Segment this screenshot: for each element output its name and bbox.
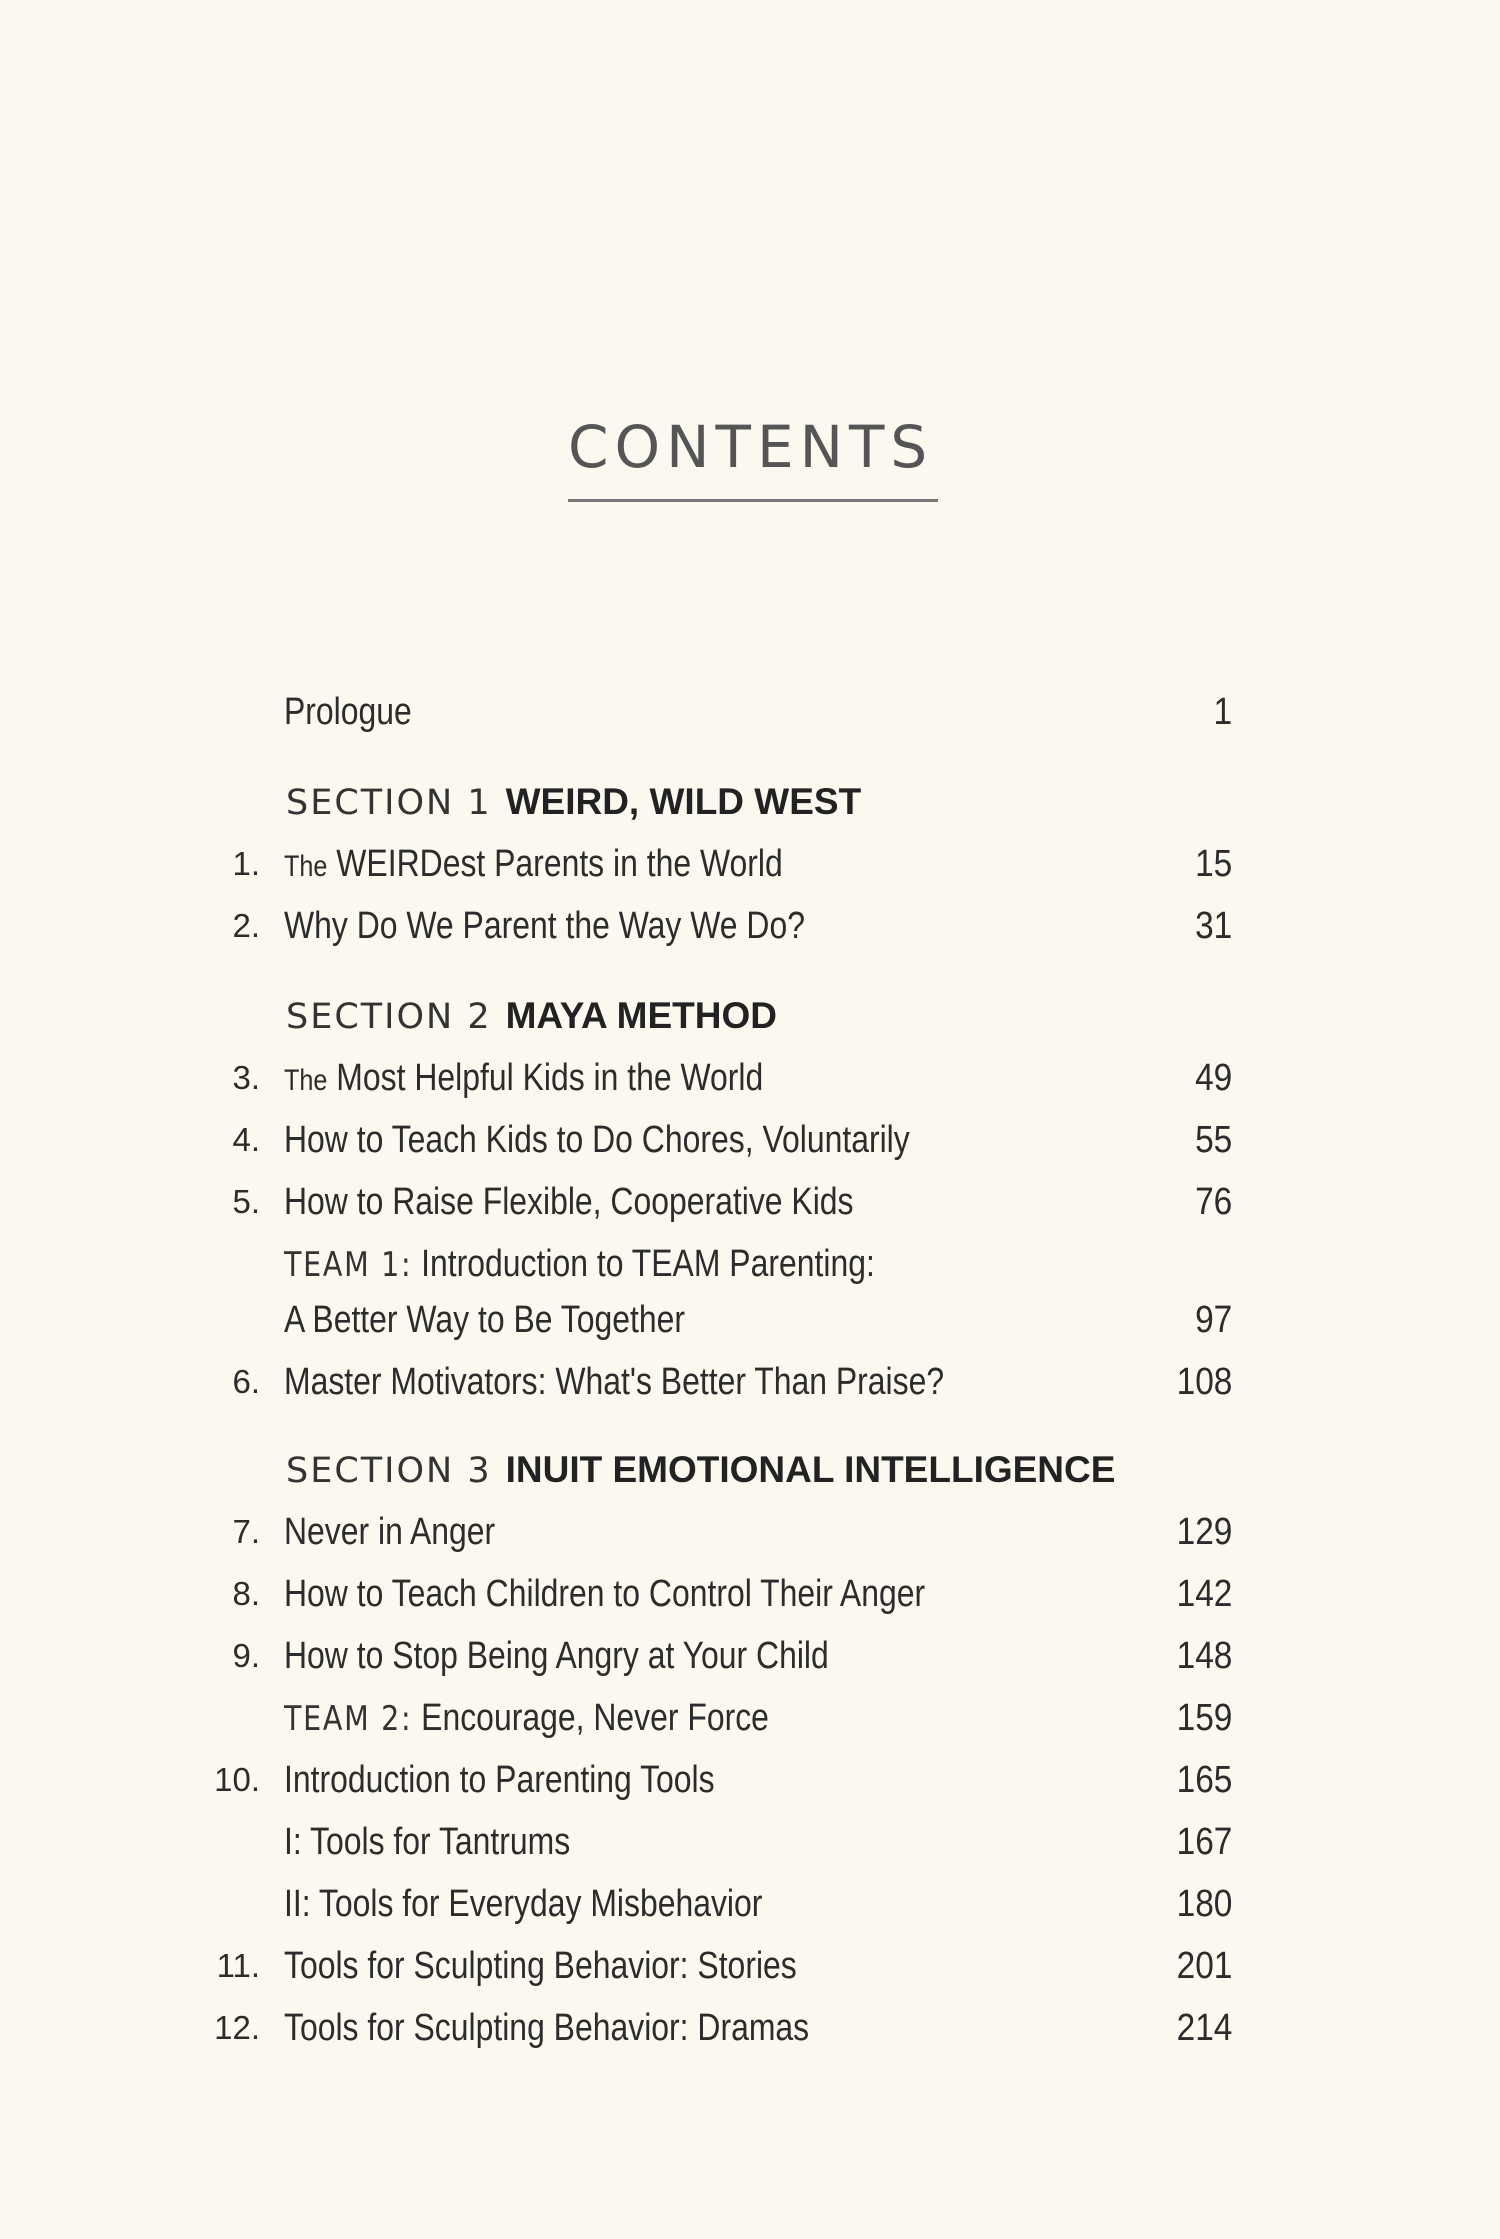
- entry-number: 5.: [232, 1183, 260, 1220]
- toc-entry[interactable]: [0, 1566, 1500, 1622]
- section-prefix: SECTION 3: [286, 1451, 492, 1491]
- title-underline: [568, 499, 938, 502]
- section-name: INUIT EMOTIONAL INTELLIGENCE: [505, 1449, 1116, 1490]
- entry-page: 55: [1194, 1119, 1232, 1161]
- entry-page: 31: [1194, 905, 1232, 947]
- section-heading-1: [0, 774, 1500, 830]
- entry-page: 165: [1176, 1759, 1232, 1801]
- entry-page: 129: [1176, 1511, 1232, 1553]
- toc-entry[interactable]: [0, 2000, 1500, 2056]
- toc-entry-prologue[interactable]: [0, 684, 1500, 740]
- entry-page: 1: [1213, 691, 1232, 733]
- toc-subentry[interactable]: [0, 1876, 1500, 1932]
- section-heading-3: [0, 1442, 1500, 1498]
- entry-number: 2.: [232, 907, 260, 944]
- entry-number: 3.: [232, 1059, 260, 1096]
- entry-page: 159: [1176, 1697, 1232, 1739]
- toc-entry[interactable]: [0, 1504, 1500, 1560]
- entry-page: 76: [1194, 1181, 1232, 1223]
- section-prefix: SECTION 1: [286, 783, 492, 823]
- toc-entry[interactable]: [0, 1112, 1500, 1168]
- entry-page: 148: [1176, 1635, 1232, 1677]
- entry-label: Why Do We Parent the Way We Do?: [284, 905, 805, 947]
- entry-label: TEAM 2: Encourage, Never Force: [284, 1697, 769, 1739]
- toc-entry[interactable]: [0, 1752, 1500, 1808]
- entry-label: How to Teach Children to Control Their Anger: [284, 1573, 926, 1615]
- toc-entry[interactable]: [0, 1174, 1500, 1230]
- entry-page: 15: [1194, 843, 1232, 885]
- entry-number: 11.: [216, 1947, 260, 1984]
- entry-label: I: Tools for Tantrums: [284, 1821, 571, 1863]
- entry-page: 142: [1176, 1573, 1232, 1615]
- entry-number: 1.: [232, 845, 260, 882]
- entry-page: 214: [1176, 2007, 1232, 2049]
- entry-label: How to Raise Flexible, Cooperative Kids: [284, 1181, 854, 1223]
- toc-entry[interactable]: [0, 1938, 1500, 1994]
- entry-label: Tools for Sculpting Behavior: Dramas: [284, 2007, 810, 2049]
- entry-label: Tools for Sculpting Behavior: Stories: [284, 1945, 797, 1987]
- entry-label: II: Tools for Everyday Misbehavior: [284, 1883, 763, 1925]
- entry-label: Never in Anger: [284, 1511, 496, 1553]
- entry-label: How to Stop Being Angry at Your Child: [284, 1635, 829, 1677]
- entry-label: Master Motivators: What's Better Than Praise?: [284, 1361, 945, 1403]
- entry-page: 167: [1176, 1821, 1232, 1863]
- team-prefix: TEAM 1:: [284, 1245, 413, 1285]
- entry-number: 8.: [232, 1575, 260, 1612]
- toc-entry[interactable]: [0, 898, 1500, 954]
- toc-subentry[interactable]: [0, 1814, 1500, 1870]
- entry-number: 4.: [232, 1121, 260, 1158]
- section-prefix: SECTION 2: [286, 997, 492, 1037]
- toc-entry[interactable]: [0, 1628, 1500, 1684]
- entry-number: 7.: [232, 1513, 260, 1550]
- entry-label: How to Teach Kids to Do Chores, Voluntarily: [284, 1119, 910, 1161]
- entry-number: 12.: [214, 2009, 260, 2046]
- entry-label: The Most Helpful Kids in the World: [284, 1057, 764, 1099]
- entry-label: Introduction to Parenting Tools: [284, 1759, 715, 1801]
- entry-page: 97: [1194, 1299, 1232, 1341]
- section-heading-2: [0, 988, 1500, 1044]
- entry-page: 180: [1176, 1883, 1232, 1925]
- page-title: CONTENTS: [568, 413, 934, 481]
- toc-entry[interactable]: [0, 1354, 1500, 1410]
- toc-entry-team-2[interactable]: [0, 1690, 1500, 1746]
- section-name: MAYA METHOD: [505, 995, 777, 1036]
- entry-label: A Better Way to Be Together: [284, 1299, 685, 1341]
- entry-page: 49: [1194, 1057, 1232, 1099]
- toc-entry[interactable]: [0, 836, 1500, 892]
- entry-page: 201: [1176, 1945, 1232, 1987]
- toc-entry[interactable]: [0, 1050, 1500, 1106]
- team-prefix: TEAM 2:: [284, 1699, 413, 1739]
- section-name: WEIRD, WILD WEST: [505, 781, 862, 822]
- entry-number: 10.: [214, 1761, 260, 1798]
- entry-label: The WEIRDest Parents in the World: [284, 843, 783, 885]
- entry-number: 9.: [232, 1637, 260, 1674]
- entry-page: 108: [1176, 1361, 1232, 1403]
- entry-label: Prologue: [284, 691, 412, 733]
- toc-entry-team-1-continued[interactable]: [0, 1292, 1500, 1348]
- entry-label: TEAM 1: Introduction to TEAM Parenting:: [284, 1243, 875, 1285]
- entry-number: 6.: [232, 1363, 260, 1400]
- toc-entry-team-1[interactable]: [0, 1236, 1500, 1292]
